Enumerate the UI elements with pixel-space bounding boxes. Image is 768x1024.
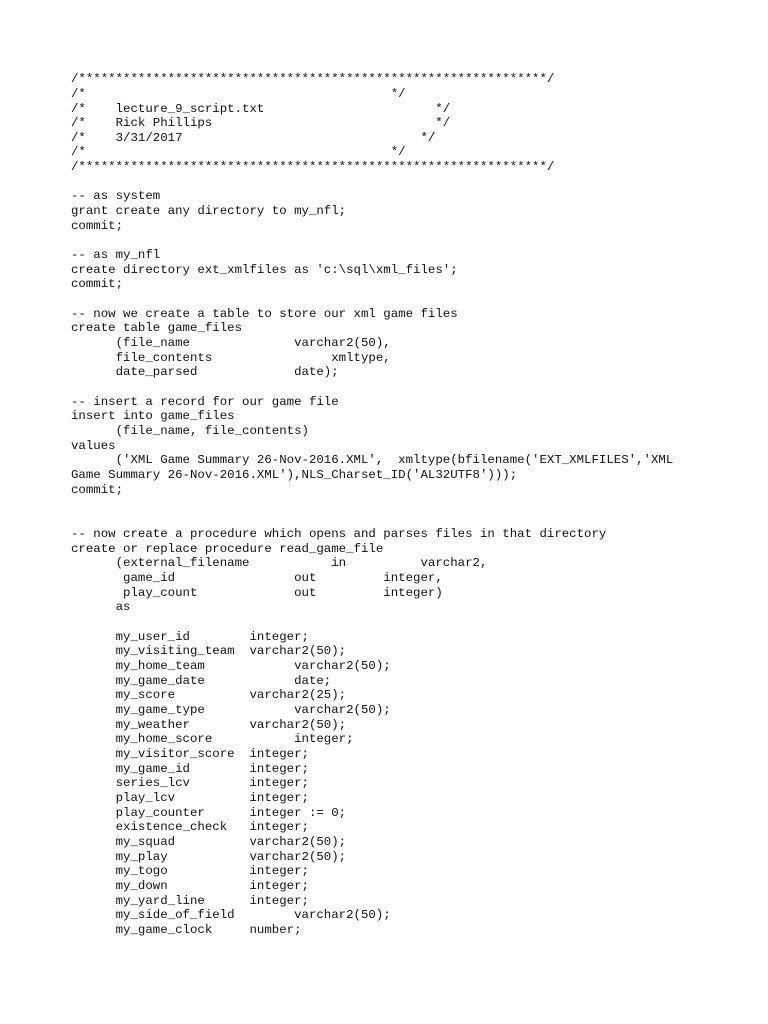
code-line: create table game_files: [71, 321, 243, 335]
code-line: play_lcv integer;: [71, 791, 309, 805]
code-line: ('XML Game Summary 26-Nov-2016.XML', xmltype(bfilename('EXT_XMLFILES','XML: [71, 453, 674, 467]
code-line: existence_check integer;: [71, 820, 309, 834]
code-line: my_visitor_score integer;: [71, 747, 309, 761]
code-comment: -- as system: [71, 189, 161, 203]
code-line: my_game_id integer;: [71, 762, 309, 776]
code-line: my_game_date date;: [71, 674, 332, 688]
code-line: (file_name, file_contents): [71, 424, 309, 438]
code-line: my_weather varchar2(50);: [71, 718, 347, 732]
code-line: commit;: [71, 219, 124, 233]
code-line: my_yard_line integer;: [71, 894, 309, 908]
code-line: as: [71, 600, 131, 614]
code-line: create directory ext_xmlfiles as 'c:\sql\xml_files';: [71, 263, 458, 277]
code-line: my_score varchar2(25);: [71, 688, 347, 702]
comment-date: /* 3/31/2017 */: [71, 131, 436, 145]
code-line: my_home_team varchar2(50);: [71, 659, 391, 673]
code-line: my_down integer;: [71, 879, 309, 893]
code-line: (file_name varchar2(50),: [71, 336, 391, 350]
comment-border-top: /***************************************************************/: [71, 72, 555, 86]
code-comment: -- insert a record for our game file: [71, 395, 339, 409]
code-line: my_home_score integer;: [71, 732, 354, 746]
code-line: my_squad varchar2(50);: [71, 835, 347, 849]
code-line: commit;: [71, 277, 124, 291]
code-line: insert into game_files: [71, 409, 235, 423]
code-line: my_user_id integer;: [71, 630, 309, 644]
code-line: values: [71, 439, 116, 453]
comment-border-bottom: /***************************************************************/: [71, 160, 555, 174]
code-line: commit;: [71, 483, 124, 497]
code-line: my_togo integer;: [71, 864, 309, 878]
code-line: my_side_of_field varchar2(50);: [71, 908, 391, 922]
code-comment: -- now create a procedure which opens and parses files in that directory: [71, 527, 607, 541]
comment-line: /* */: [71, 145, 406, 159]
comment-author: /* Rick Phillips */: [71, 116, 451, 130]
code-line: my_game_clock number;: [71, 923, 302, 937]
code-line: (external_filename in varchar2,: [71, 556, 488, 570]
code-comment: -- as my_nfl: [71, 248, 161, 262]
code-line: series_lcv integer;: [71, 776, 309, 790]
code-line: grant create any directory to my_nfl;: [71, 204, 347, 218]
code-comment: -- now we create a table to store our xml game files: [71, 307, 458, 321]
code-line: date_parsed date);: [71, 365, 339, 379]
comment-filename: /* lecture_9_script.txt */: [71, 102, 451, 116]
code-line: create or replace procedure read_game_file: [71, 542, 384, 556]
code-line: file_contents xmltype,: [71, 351, 391, 365]
code-line: my_play varchar2(50);: [71, 850, 347, 864]
code-line: Game Summary 26-Nov-2016.XML'),NLS_Charset_ID('AL32UTF8')));: [71, 468, 518, 482]
code-line: play_counter integer := 0;: [71, 806, 347, 820]
code-line: my_visiting_team varchar2(50);: [71, 644, 347, 658]
code-line: play_count out integer): [71, 586, 443, 600]
code-line: game_id out integer,: [71, 571, 443, 585]
code-line: my_game_type varchar2(50);: [71, 703, 391, 717]
comment-line: /* */: [71, 87, 406, 101]
